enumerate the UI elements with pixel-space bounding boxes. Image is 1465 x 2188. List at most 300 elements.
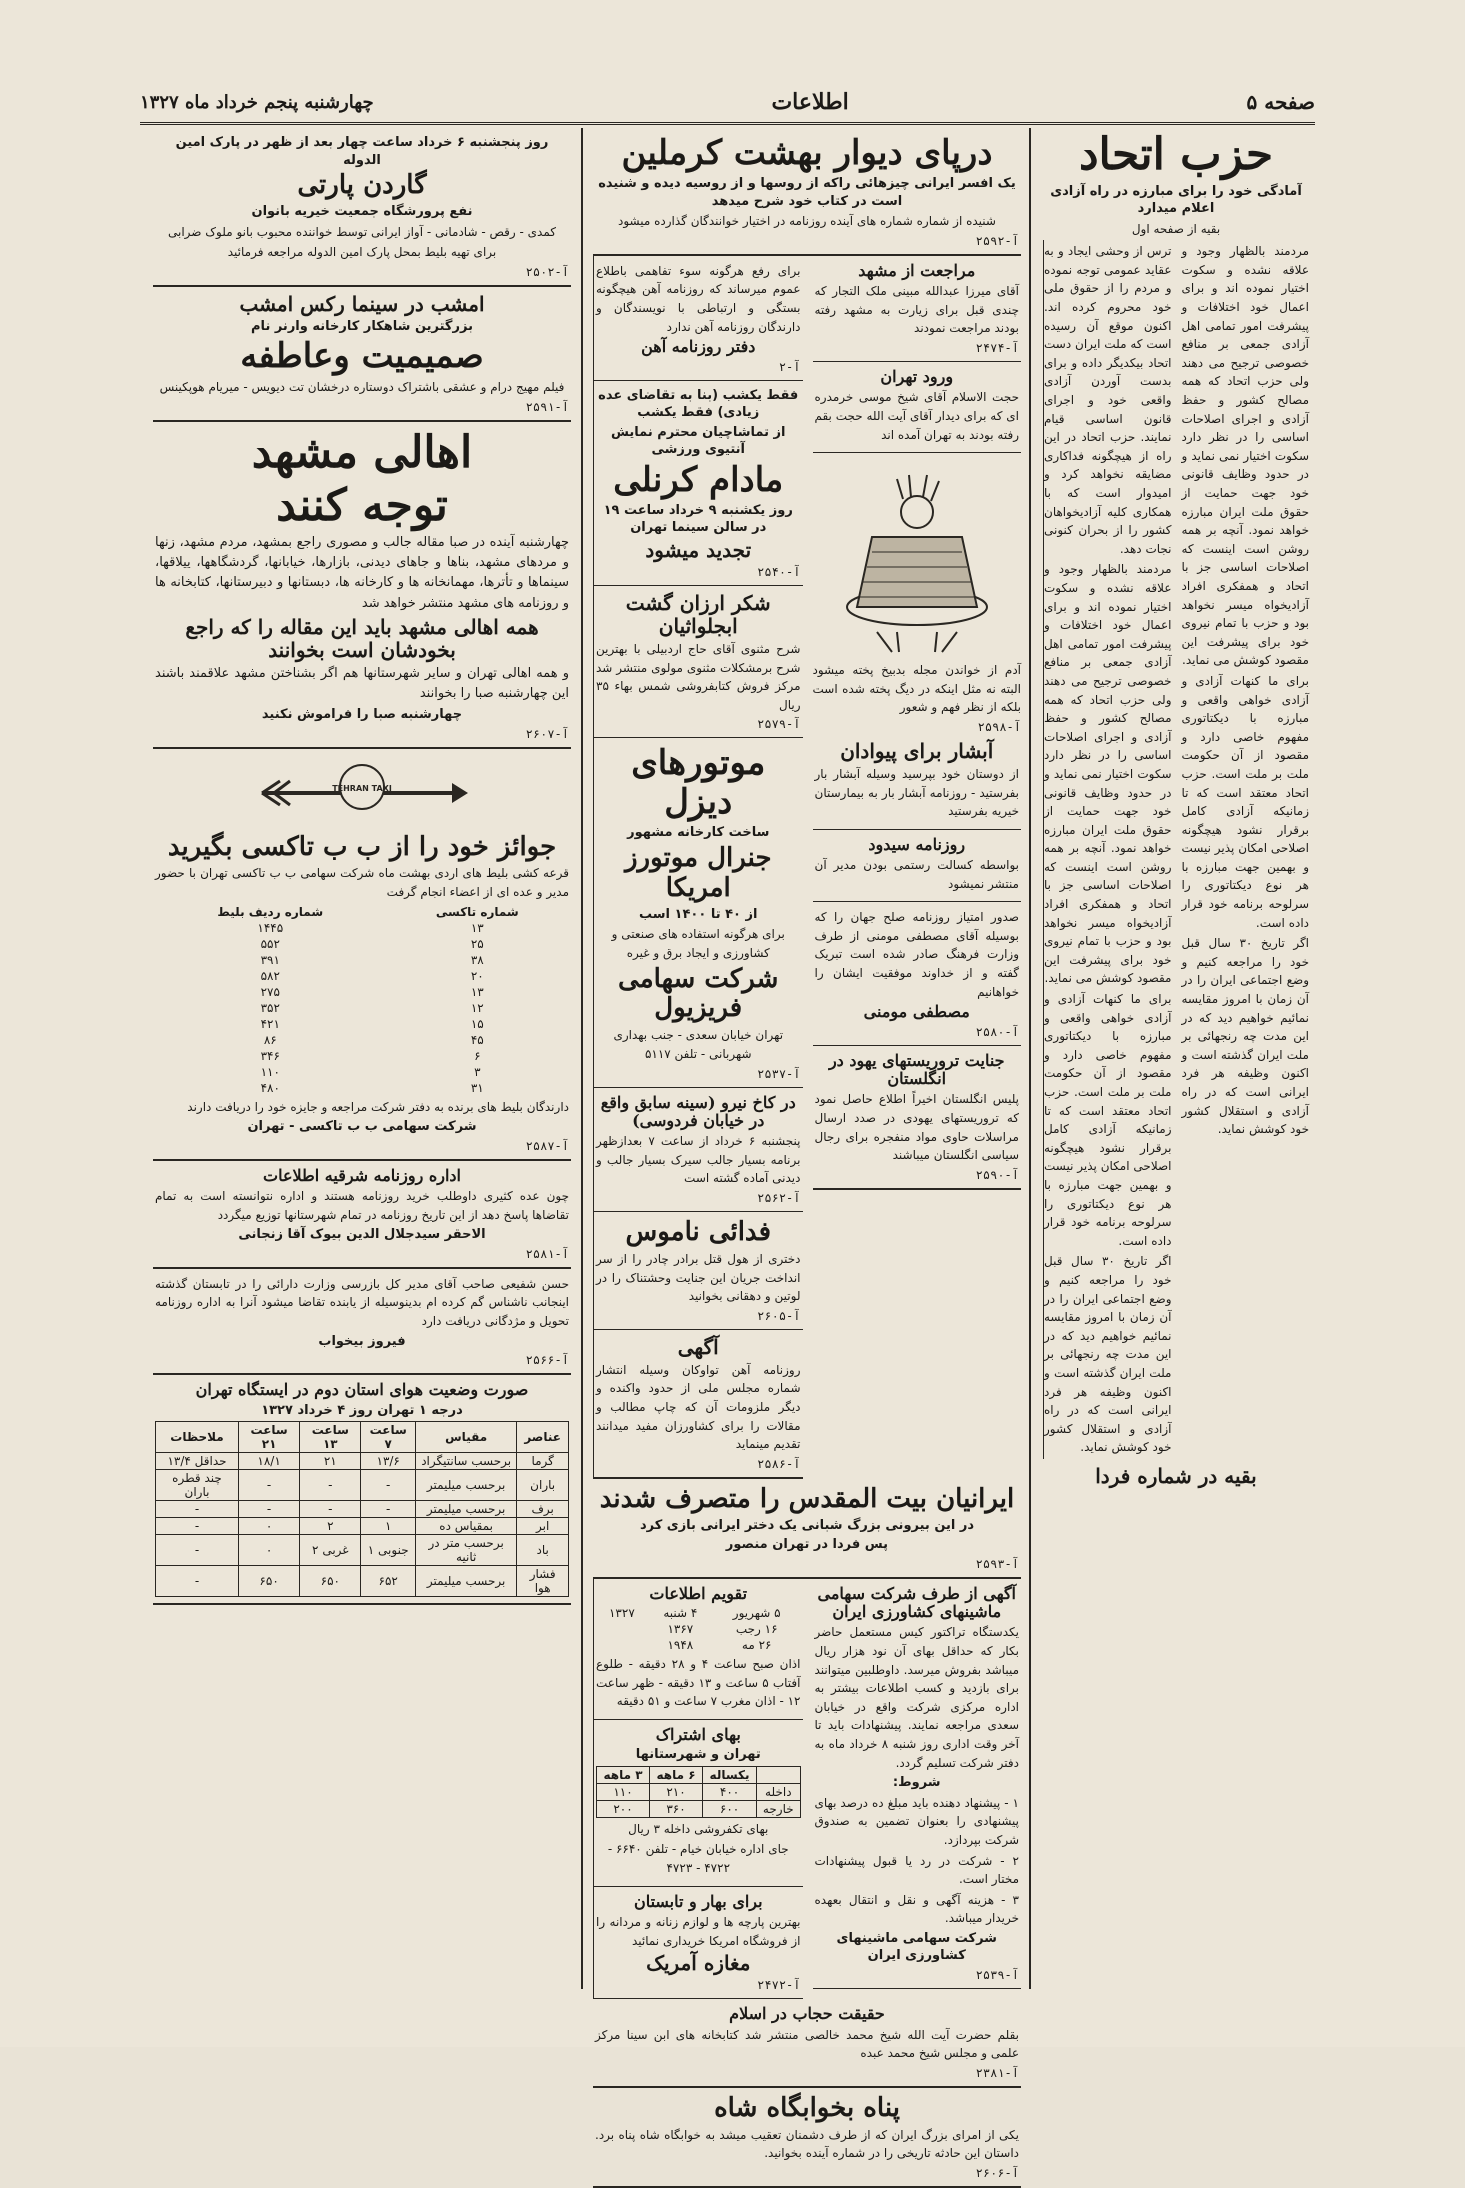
taxi-header bbox=[155, 904, 569, 920]
newspaper-name: اطلاعات bbox=[771, 89, 849, 115]
sedat-text: صدور امتیاز روزنامه صلح جهان را که بوسیله آقای مصطفی مومنی از طرف وزارت فرهنگ صادر شده است تبریک گفته و از خداوند موفقیت ایشان را خواهانیم bbox=[814, 910, 1019, 999]
shah-story bbox=[593, 2088, 1021, 2188]
agahi-ad bbox=[594, 1330, 803, 1479]
taxi-row bbox=[155, 984, 569, 1000]
lost-text: حسن شفیعی صاحب آقای مدیر کل بازرسی وزارت دارائی را در تابستان گذشته اینجانب ناشناس گم کرده ام بدینوسیله از یابنده تقاضا میشود آنرا به اداره روزنامه تحویل و مژدگانی دریافت دارد bbox=[155, 1276, 569, 1329]
cinema-ad bbox=[153, 287, 571, 422]
weather-header bbox=[156, 1422, 569, 1453]
ad-code bbox=[155, 727, 569, 741]
subscription-note: بهای تکفروشی داخله ۳ ریال bbox=[628, 1821, 769, 1836]
sub-cell: خارجه bbox=[757, 1800, 800, 1817]
sub-row bbox=[597, 1783, 801, 1800]
taxi-title: جوائز خود را از ب ب تاکسی بگیرید bbox=[167, 831, 557, 862]
party-body-2: ترس از وحشی ایجاد و به عقاید عمومی توجه نموده و مردم را از حقوق ملی خود محروم کرده اند. اکنون موقع آن رسیده است که ملت ایران دست اتحاد بیکدیگر داده و برای بدست آوردن آزادی واقعی خود و اجرای قانون اساسی قیام نمایند. حزب اتحاد در این راه از هیچگونه فداکاری مضایقه نخواهد کرد و امیدوار است که با همکاری کلیه آزادیخواهان کشور را از بحران کنونی نجات دهد. bbox=[1044, 244, 1172, 556]
agahi-title: آگهی bbox=[677, 1334, 719, 1359]
weather-header-cell: عناصر bbox=[517, 1422, 569, 1453]
weather-table bbox=[155, 1421, 569, 1597]
cal-cell: ۱۳۲۷ bbox=[608, 1606, 635, 1621]
sub-cell: ۳۶۰ bbox=[650, 1800, 703, 1817]
return-text: آقای میرزا عبدالله مبینی ملک التجار که چندی قبل برای زیارت به مشهد رفته بودند مراجعت نمودند bbox=[814, 284, 1019, 336]
hijab-title: حقیقت حجاب در اسلام bbox=[729, 2004, 885, 2024]
weather-cell: ۱ bbox=[361, 1518, 416, 1535]
taxi-cell: ۵۸۲ bbox=[260, 968, 280, 983]
sub-header bbox=[597, 1766, 801, 1783]
east-sign: الاحقر سیدجلال الدین بیوک آقا زنجانی bbox=[238, 1227, 486, 1243]
diesel-addr: تهران خیابان سعدی - جنب بهداری شهربانی - تلفن ۵۱۱۷ bbox=[613, 1028, 784, 1061]
rail-notice bbox=[594, 256, 803, 381]
ad-code-value: آ-۲۶۰۷ bbox=[525, 726, 569, 741]
taxi-row bbox=[155, 952, 569, 968]
taxi-cell: ۳ bbox=[474, 1064, 481, 1079]
ad-code bbox=[155, 265, 569, 279]
archers-title: آبشار برای پیوادان bbox=[840, 738, 994, 763]
taxi-row bbox=[155, 1048, 569, 1064]
weather-cell: ابر bbox=[517, 1518, 569, 1535]
taxi-cell: ۳۹۱ bbox=[260, 952, 280, 967]
jews-text: پلیس انگلستان اخیراً اطلاع حاصل نمود که تروریستهای یهودی در صدد ارسال مراسلات حاوی مواد منفجره برای رجال سیاسی انگلستان میباشند bbox=[814, 1092, 1019, 1163]
cinema-title: صمیمیت وعاطفه bbox=[240, 336, 484, 377]
weather-cell: غربی ۲ bbox=[300, 1535, 361, 1566]
ad-code-value: آ-۲۵۶۲ bbox=[757, 1191, 801, 1206]
middle-row-1-right bbox=[813, 256, 1022, 1479]
ad-code-value: آ-۲۵۸۰ bbox=[975, 1024, 1019, 1039]
weather-cell: ۶۵۰ bbox=[239, 1566, 300, 1597]
ad-code-value: آ-۲۳۸۱ bbox=[975, 2065, 1019, 2080]
weather-cell: فشار هوا bbox=[517, 1566, 569, 1597]
ad-code-value: آ-۲۵۳۷ bbox=[757, 1066, 801, 1081]
taxi-cell: ۱۲ bbox=[470, 1000, 484, 1015]
jerusalem-title: ایرانیان بیت المقدس را متصرف شدند bbox=[599, 1483, 1015, 1514]
saed-notice bbox=[813, 830, 1022, 903]
middle-column bbox=[589, 128, 1025, 2180]
ad-code-value: آ-۲۴۷۲ bbox=[757, 1978, 801, 1993]
return-title: مراجعت از مشهد bbox=[858, 260, 976, 280]
subscription bbox=[594, 1720, 803, 1887]
tractor-cond-2: ۲ - شرکت در رد یا قبول پیشنهادات مختار است. bbox=[814, 1853, 1019, 1887]
shah-text: یکی از امرای بزرگ ایران که از طرف دشمنان تعقیب میشد به خوابگاه شاه پناه برد. داستان این حادثه تاریخی را در شماره آینده بخوانید. bbox=[595, 2127, 1019, 2161]
taxi-cell: ۱۱۰ bbox=[260, 1064, 280, 1079]
party-title: حزب اتحاد bbox=[1078, 129, 1274, 180]
taxi-cell: ۳۵۲ bbox=[260, 1000, 280, 1015]
weather-title: صورت وضعیت هوای استان دوم در ایستگاه تهران bbox=[195, 1380, 529, 1400]
weather-cell: - bbox=[156, 1566, 239, 1597]
party-continued: بقیه از صفحه اول bbox=[1131, 221, 1221, 236]
middle-row-2 bbox=[593, 1579, 1021, 1999]
taxi-cell: ۲۷۵ bbox=[260, 984, 280, 999]
calendar-row bbox=[596, 1637, 801, 1653]
taxi-cell: ۳۴۶ bbox=[260, 1048, 280, 1063]
weather-cell: حداقل ۱۳/۴ bbox=[156, 1453, 239, 1470]
taxi-cell: ۵۵۲ bbox=[260, 936, 280, 951]
cal-cell bbox=[596, 1621, 648, 1637]
calendar-row bbox=[596, 1621, 801, 1637]
ad-code-value: آ-۲۶۰۶ bbox=[975, 2165, 1019, 2180]
agahi-text: روزنامه آهن تواوکان وسیله انتشار شماره مجلس ملی از حدود واکنده و دیگر ملزومات آن که چاپ مطالب و مقالات را برای کشاورزان مفید میدانند تقدیم مینماید bbox=[596, 1362, 801, 1452]
spring-ad bbox=[594, 1887, 803, 2000]
taxi-row bbox=[155, 1000, 569, 1016]
sub-cell: ۲۰۰ bbox=[597, 1800, 650, 1817]
taxi-company: شرکت سهامی ب ب تاکسی - تهران bbox=[247, 1119, 477, 1135]
ad-code bbox=[595, 2166, 1019, 2180]
ad-code bbox=[596, 565, 801, 579]
jerusalem-ad bbox=[593, 1479, 1021, 1579]
party-body-4: اگر تاریخ ۳۰ سال قبل خود را مراجعه کنیم و وضع اجتماعی ایران را در آن زمان با امروز مقایسه نمائیم خواهیم دید که در این مدت چه رنجهائی بر ملت ایران گذشته است و اکنون وظیفه هر فرد ایرانی است که در راه آزادی و استقلال کشور خود کوشش نماید. bbox=[1181, 936, 1309, 1137]
weather-cell: ۱۳/۶ bbox=[361, 1453, 416, 1470]
cal-cell bbox=[596, 1637, 648, 1653]
taxi-row bbox=[155, 1064, 569, 1080]
show-line-4: تجدید میشود bbox=[645, 537, 752, 562]
weather-cell: - bbox=[239, 1501, 300, 1518]
ad-code-value: آ-۲۵۹۰ bbox=[975, 1167, 1019, 1182]
tractor-title: آگهی از طرف شرکت سهامی ماشینهای کشاورزی ایران bbox=[817, 1583, 1016, 1622]
right-column bbox=[1037, 128, 1315, 1989]
weather-cell: برحسب میلیمتر bbox=[416, 1501, 517, 1518]
rail-text: برای رفع هرگونه سوء تفاهمی باطلاع عموم میرساند که روزنامه آهن هیچگونه بستگی و ارتباطی با نویسندگان و دارندگان روزنامه آهن ندارد bbox=[596, 263, 801, 334]
hijab-ad bbox=[593, 1999, 1021, 2088]
taxi-cell: ۱۳ bbox=[470, 984, 484, 999]
garden-foot: برای تهیه بلیط بمحل پارک امین الدوله مراجعه فرمائید bbox=[227, 245, 497, 260]
tractor-text: یکدستگاه تراکتور کیس مستعمل حاضر بکار که حداقل بهای آن نود هزار ریال میباشد بفروش میرسد. داوطلبین میتوانند برای بازدید و کسب اطلاعات بیشتر به اداره مرکزی شرکت واقع در خیابان سعدی مراجعه نمایند. پیشنهادات باید تا آخر وقت اداری روز شنبه ۸ خرداد ماه به دفتر شرکت تسلیم گردد. bbox=[814, 1625, 1019, 1770]
weather-report bbox=[153, 1375, 571, 1605]
return-notice bbox=[813, 256, 1022, 362]
show-line-2: از تماشاچیان محترم نمایش آنتیوی ورزشی bbox=[611, 424, 786, 458]
tractor-cond-1: ۱ - پیشنهاد دهنده باید مبلغ ده درصد بهای پیشنهادی را بعنوان تضمین به صندوق شرکت بپردازد. bbox=[814, 1795, 1019, 1847]
sub-row bbox=[597, 1800, 801, 1817]
ad-code-value: آ-۲۴۷۴ bbox=[975, 340, 1019, 355]
sub-cell: ۳ ماهه bbox=[597, 1766, 650, 1783]
weather-cell: - bbox=[300, 1470, 361, 1501]
diesel-company: شرکت سهامی فریزیول bbox=[618, 963, 779, 1024]
ad-code-value: آ-۲ bbox=[778, 359, 801, 374]
weather-cell: ۰ bbox=[239, 1535, 300, 1566]
cal-cell: ۱۹۴۸ bbox=[667, 1638, 694, 1653]
taxi-text: قرعه کشی بلیط های اردی بهشت ماه شرکت سهامی ب ب تاکسی تهران با حضور مدیر و عده ای از اعضاء انجام گرفت bbox=[155, 866, 569, 900]
cal-cell: ۴ شنبه bbox=[663, 1606, 698, 1621]
tractor-column bbox=[813, 1579, 1022, 1999]
hijab-text: بقلم حضرت آیت الله شیخ محمد خالصی منتشر شد کتابخانه های ابن سینا مرکز علمی و مجلس شیخ محمد عبده bbox=[595, 2027, 1019, 2061]
weather-row bbox=[156, 1535, 569, 1566]
jews-news bbox=[813, 1046, 1022, 1190]
cal-cell: ۲۶ مه bbox=[741, 1638, 772, 1653]
ad-code bbox=[595, 1557, 1019, 1571]
weather-cell: ۱۸/۱ bbox=[239, 1453, 300, 1470]
taxi-cell: ۱۳ bbox=[470, 920, 484, 935]
ad-code bbox=[595, 234, 1019, 248]
taxi-row bbox=[155, 968, 569, 984]
taxi-cell: ۳۱ bbox=[470, 1080, 484, 1095]
cartoon-caption: آدم از خواندن مجله بدبیخ پخته میشود البته نه مثل اینکه در دیگ پخته شده است بلکه از نظر فهم و شعور bbox=[812, 663, 1021, 715]
weather-cell: جنوبی ۱ bbox=[361, 1535, 416, 1566]
arrival-text: حجت الاسلام آقای شیخ موسی خرمدره ای که برای دیدار آقای آیت الله حجت بقم رفته بودند به تهران آمده اند bbox=[814, 390, 1019, 442]
taxi-prize-ad bbox=[153, 827, 571, 1161]
calendar-times: اذان صبح ساعت ۴ و ۲۸ دقیقه - طلوع آفتاب ۵ ساعت و ۱۳ دقیقه - ظهر ساعت ۱۲ - اذان مغرب ۷ ساعت و ۵۱ دقیقه bbox=[596, 1657, 801, 1709]
calendar bbox=[594, 1579, 803, 1720]
namoos-ad bbox=[594, 1212, 803, 1330]
calendar-title: تقویم اطلاعات bbox=[649, 1583, 748, 1603]
ad-code bbox=[815, 341, 1020, 355]
party-col-left bbox=[1043, 240, 1176, 1459]
cinema-text: فیلم مهیج درام و عشقی باشتراک دوستاره درخشان تت دیویس - میریام هوپکینس bbox=[159, 380, 565, 395]
weather-header-cell: ساعت ۲۱ bbox=[239, 1422, 300, 1453]
weather-cell: - bbox=[156, 1501, 239, 1518]
diesel-range: از ۴۰ تا ۱۴۰۰ اسب bbox=[639, 906, 758, 922]
ad-code bbox=[596, 1457, 801, 1471]
circus-title: در کاخ نیرو (سینه سابق واقع در خیابان فردوسی) bbox=[600, 1092, 796, 1130]
circus-ad bbox=[594, 1088, 803, 1213]
diesel-ad bbox=[594, 738, 803, 1087]
sub-cell: داخله bbox=[757, 1783, 800, 1800]
garden-text: کمدی - رقص - شادمانی - آواز ایرانی توسط خواننده محبوب بانو ملوک ضرابی bbox=[168, 224, 556, 239]
subscription-addr: جای اداره خیابان خیام - تلفن ۶۶۴۰ - ۴۷۲۲ - ۴۷۲۳ bbox=[607, 1842, 789, 1875]
subscription-sub: تهران و شهرستانها bbox=[635, 1747, 761, 1763]
diesel-use: برای هرگونه استفاده های صنعتی و کشاورزی و ایجاد برق و غیره bbox=[611, 927, 785, 960]
east-title: اداره روزنامه شرقیه اطلاعات bbox=[263, 1165, 461, 1185]
weather-cell: برحسب سانتیگراد bbox=[416, 1453, 517, 1470]
weather-cell: ۶۵۰ bbox=[300, 1566, 361, 1597]
garden-party-ad bbox=[153, 128, 571, 287]
weather-cell: برف bbox=[517, 1501, 569, 1518]
sub-cell: ۶ ماهه bbox=[650, 1766, 703, 1783]
ad-code-value: آ-۲۵۹۳ bbox=[975, 1556, 1019, 1571]
ad-code bbox=[596, 717, 801, 731]
mashhad-strong: همه اهالی مشهد باید این مقاله را که راجع بخودشان است بخوانند bbox=[185, 614, 539, 662]
taxi-cell: ۸۶ bbox=[263, 1032, 277, 1047]
weather-cell: ۶۵۲ bbox=[361, 1566, 416, 1597]
taxi-row bbox=[155, 1016, 569, 1032]
shah-title: پناه بخوابگاه شاه bbox=[714, 2092, 900, 2123]
cinema-sub: بزرگترین شاهکار کارخانه وارنر نام bbox=[251, 318, 473, 334]
weather-cell: ۲۱ bbox=[300, 1453, 361, 1470]
thanks-title: شکر ارزان گشت ابجلواثیان bbox=[625, 590, 771, 638]
taxi-foot: دارندگان بلیط های برنده به دفتر شرکت مراجعه و جایزه خود را دریافت دارند bbox=[187, 1099, 569, 1114]
tractor-conditions: شروط: bbox=[892, 1775, 941, 1791]
ad-code bbox=[813, 720, 1022, 734]
middle-row-1-left bbox=[593, 256, 807, 1479]
ad-code bbox=[155, 1139, 569, 1153]
ad-code bbox=[596, 1191, 801, 1205]
sub-cell: یکساله bbox=[703, 1766, 757, 1783]
ad-code bbox=[155, 1247, 569, 1261]
cal-cell: ۱۳۶۷ bbox=[667, 1622, 694, 1637]
left-column bbox=[147, 128, 577, 1989]
taxi-header-cell: شماره تاکسی bbox=[435, 904, 519, 919]
weather-cell: - bbox=[156, 1535, 239, 1566]
sub-cell bbox=[757, 1766, 800, 1783]
party-body: مردمند بالظهار وجود و علاقه نشده و سکوت اختیار نموده اند و برای اعمال خود اختلافات و پیشرفت امور تمامی اهل آزادی جمعی بر منافع خصوصی ترجیح می دهند ولی حزب اتحاد که همه مصالح کشور و حفظ آزادی و اجرای اصلاحات اساسی را در نظر دارد سکوت اختیار نمی نماید و در حدود وظایف قانونی خود جهت حمایت از حقوق ملت ایران مبارزه خواهد نمود. آنچه بر همه روشن است اینست که اصلاحات اساسی جز با اتحاد و همفکری افراد آزادیخواه میسر نخواهد بود و حزب با تمام نیروی خود برای پیشرفت این مقصود کوشش می نماید. bbox=[1181, 244, 1309, 668]
page-number: صفحه ۵ bbox=[1246, 90, 1315, 114]
taxi-cell: ۴۸۰ bbox=[260, 1080, 280, 1095]
weather-header-cell: ساعت ۷ bbox=[361, 1422, 416, 1453]
weather-cell: باد bbox=[517, 1535, 569, 1566]
info-column bbox=[593, 1579, 807, 1999]
taxi-prize-table bbox=[155, 904, 569, 1096]
heaven-ad bbox=[593, 128, 1021, 256]
jerusalem-sub: در این بیرونی بزرگ شبانی یک دختر ایرانی بازی کرد bbox=[639, 1517, 975, 1533]
sub-cell: ۶۰۰ bbox=[703, 1800, 757, 1817]
party-ending: بقیه در شماره فردا bbox=[1095, 1463, 1257, 1488]
saed-title: روزنامه سیدود bbox=[868, 834, 966, 854]
taxi-cell: ۱۴۴۵ bbox=[257, 920, 284, 935]
tractor-cond-3: ۳ - هزینه آگهی و نقل و انتقال بعهده خریدار میباشد. bbox=[814, 1892, 1019, 1926]
weather-header-cell: مقیاس bbox=[416, 1422, 517, 1453]
tractor-ad bbox=[813, 1579, 1022, 1989]
party-columns bbox=[1043, 240, 1309, 1459]
mashhad-foot: چهارشنبه صبا را فراموش نکنید bbox=[261, 706, 463, 722]
weather-cell: - bbox=[361, 1470, 416, 1501]
spring-title: برای بهار و تابستان bbox=[633, 1891, 763, 1911]
weather-cell: ۲ bbox=[300, 1518, 361, 1535]
archers-text: از دوستان خود بپرسید وسیله آبشار بار بفرستید - روزنامه آبشار بار به بیمارستان خیریه بفرستید bbox=[814, 766, 1019, 819]
diesel-maker: ساخت کارخانه مشهور bbox=[627, 825, 770, 841]
garden-title: گاردن پارتی bbox=[297, 170, 427, 201]
show-name: مادام کرنلی bbox=[613, 459, 784, 500]
subscription-table bbox=[596, 1766, 801, 1818]
taxi-cell: ۲۵ bbox=[470, 936, 484, 951]
taxi-row bbox=[155, 1080, 569, 1096]
party-body-4b: اگر تاریخ ۳۰ سال قبل خود را مراجعه کنیم و وضع اجتماعی ایران را در آن زمان با امروز مقایسه نمائیم خواهیم دید که در این مدت چه رنجهائی بر ملت ایران گذشته است و اکنون وظیفه هر فرد ایرانی است که در راه آزادی و استقلال کشور خود کوشش نماید. bbox=[1044, 1254, 1172, 1455]
weather-cell: - bbox=[239, 1470, 300, 1501]
cinema-top: امشب در سینما رکس امشب bbox=[239, 291, 485, 316]
archers-ad bbox=[813, 734, 1022, 830]
weather-row bbox=[156, 1566, 569, 1597]
taxi-header-cell: شماره ردیف بلیط bbox=[217, 904, 324, 919]
jews-title: جنایت تروریستهای یهود در انگلستان bbox=[828, 1050, 1005, 1089]
weather-row bbox=[156, 1453, 569, 1470]
ad-code-value: آ-۲۵۹۱ bbox=[525, 399, 569, 414]
subscription-title: بهای اشتراک bbox=[655, 1724, 741, 1744]
weather-header-cell: ساعت ۱۳ bbox=[300, 1422, 361, 1453]
namoos-text: دختری از هول قتل برادر چادر را از سر انداخت جریان این جنایت وحشتناک را در لوتین و دهقانی بخوانید bbox=[596, 1251, 801, 1304]
ad-code bbox=[595, 2066, 1019, 2080]
weather-cell: برحسب میلیمتر bbox=[416, 1470, 517, 1501]
spring-text: بهترین پارچه ها و لوازم زنانه و مردانه را از فروشگاه امریکا خریداری نمائید bbox=[596, 1914, 801, 1948]
ad-code-value: آ-۲۵۸۶ bbox=[757, 1456, 801, 1471]
ad-code bbox=[596, 1309, 801, 1323]
thanks-text: شرح مثنوی آقای حاج اردبیلی با بهترین شرح برمشکلات مثنوی مولوی منتشر شد مرکز فروش کتابفروشی شمس بهاء ۳۵ ریال bbox=[596, 641, 801, 712]
weather-row bbox=[156, 1470, 569, 1501]
circus-text: پنجشنبه ۶ خرداد از ساعت ۷ بعدازظهر برنامه بسیار جالب سیرک بسیار جالب و دیدنی آماده گشته است bbox=[596, 1134, 801, 1186]
show-line-1: فقط یکشب (بنا به تقاضای عده زیادی) فقط یکشب bbox=[598, 387, 799, 421]
ad-code bbox=[155, 400, 569, 414]
ad-code bbox=[815, 1968, 1020, 1982]
thanks-ad bbox=[594, 586, 803, 738]
diesel-title: موتورهای دیزل bbox=[631, 743, 766, 823]
ad-code-value: آ-۲۵۹۲ bbox=[975, 233, 1019, 248]
tractor-company: شرکت سهامی ماشینهای کشاورزی ایران bbox=[836, 1930, 997, 1964]
taxi-row bbox=[155, 1032, 569, 1048]
heaven-title: درپای دیوار بهشت کرملین bbox=[621, 133, 993, 173]
cal-cell: ۱۶ رجب bbox=[735, 1622, 778, 1637]
party-col-right bbox=[1182, 240, 1310, 1459]
ad-code-value: آ-۲۵۴۰ bbox=[757, 564, 801, 579]
weather-cell: چند قطره باران bbox=[156, 1470, 239, 1501]
emblem-text: TEHRAN TAXI bbox=[332, 783, 392, 793]
saed-text: بواسطه کسالت رستمی بودن مدیر آن منتشر نمیشود bbox=[814, 858, 1019, 891]
middle-row-1 bbox=[593, 256, 1021, 1479]
sedat-name: مصطفی مومنی bbox=[863, 1002, 970, 1022]
heaven-sub: یک افسر ایرانی چیزهائی راکه از روسها و از روسیه دیده و شنیده است در کتاب خود شرح میدهد bbox=[598, 176, 1016, 209]
weather-row bbox=[156, 1501, 569, 1518]
ad-code-value: آ-۲۵۶۶ bbox=[525, 1353, 569, 1368]
ad-code bbox=[815, 1025, 1020, 1039]
sub-cell: ۴۰۰ bbox=[703, 1783, 757, 1800]
namoos-title: فدائی ناموس bbox=[625, 1217, 771, 1248]
taxi-cell: ۴۲۱ bbox=[260, 1016, 280, 1031]
lost-notice bbox=[153, 1269, 571, 1375]
ad-code bbox=[815, 1168, 1020, 1182]
show-ad bbox=[594, 381, 803, 586]
calendar-table bbox=[596, 1605, 801, 1653]
diesel-brand: جنرال موتورز امریکا bbox=[624, 843, 772, 903]
taxi-cell: ۴۵ bbox=[470, 1032, 484, 1047]
ad-code-value: آ-۲۵۰۲ bbox=[525, 264, 569, 279]
weather-sub: درجه ۱ تهران روز ۴ خرداد ۱۳۲۷ bbox=[261, 1402, 463, 1418]
weather-cell: برحسب متر در ثانیه bbox=[416, 1535, 517, 1566]
arrival-notice bbox=[813, 362, 1022, 453]
show-line-3: روز یکشنبه ۹ خرداد ساعت ۱۹ در سالن سینما تهران bbox=[603, 502, 793, 536]
issue-date: چهارشنبه پنجم خرداد ماه ۱۳۲۷ bbox=[140, 91, 374, 113]
ad-code bbox=[155, 1353, 569, 1367]
sub-cell: ۱۱۰ bbox=[597, 1783, 650, 1800]
weather-header-cell: ملاحظات bbox=[156, 1422, 239, 1453]
garden-sub: نفع پرورشگاه جمعیت خیریه بانوان bbox=[251, 203, 473, 219]
mashhad-ad bbox=[153, 422, 571, 749]
column-rule bbox=[1029, 128, 1031, 1989]
lost-sign: فیروز بیخواب bbox=[318, 1333, 406, 1349]
ad-code bbox=[596, 1978, 801, 1992]
ad-code-value: آ-۲۵۷۹ bbox=[757, 717, 801, 732]
taxi-cell: ۳۸ bbox=[470, 952, 484, 967]
heaven-text: شنیده از شماره شماره های آینده روزنامه در اختیار خوانندگان گذارده میشود bbox=[618, 214, 996, 229]
ad-code-value: آ-۲۵۹۸ bbox=[977, 719, 1021, 734]
weather-cell: - bbox=[361, 1501, 416, 1518]
ad-code-value: آ-۲۶۰۵ bbox=[757, 1308, 801, 1323]
taxi-cell: ۱۵ bbox=[470, 1016, 484, 1031]
mashhad-title-1: اهالی مشهد bbox=[251, 426, 473, 478]
weather-cell: بمقیاس ده bbox=[416, 1518, 517, 1535]
arrival-title: ورود تهران bbox=[880, 366, 954, 386]
calendar-row bbox=[596, 1605, 801, 1621]
weather-cell: برحسب میلیمتر bbox=[416, 1566, 517, 1597]
taxi-cell: ۲۰ bbox=[470, 968, 484, 983]
ad-code bbox=[596, 360, 801, 374]
ad-code-value: آ-۲۵۳۹ bbox=[975, 1968, 1019, 1983]
cooking-pot-cartoon bbox=[837, 457, 997, 657]
weather-cell: گرما bbox=[517, 1453, 569, 1470]
taxi-arrow-emblem bbox=[252, 753, 472, 823]
taxi-row bbox=[155, 936, 569, 952]
party-body-3b: برای ما کنهات آزادی و آزادی خواهی واقعی و مبارزه با دیکتاتوری مفهوم خاصی دارد و مقصود از آن حکومت ملت بر ملت است. حزب اتحاد معتقد است که تا زمانیکه آزادی کامل برقرار نشود هیچگونه اصلاحی امکان پذیر نیست و بهمین جهت مبارزه با هر نوع دیکتاتوری را سرلوحه برنامه خود قرار داده است. bbox=[1044, 992, 1172, 1248]
party-body-1b: مردمند بالظهار وجود و علاقه نشده و سکوت اختیار نموده اند و برای اعمال خود اختلافات و پیشرفت امور تمامی اهل آزادی جمعی بر منافع خصوصی ترجیح می دهند ولی حزب اتحاد که همه مصالح کشور و حفظ آزادی و اجرای اصلاحات اساسی را در نظر دارد سکوت اختیار نمی نماید و در حدود وظایف قانونی خود جهت حمایت از حقوق ملت ایران مبارزه خواهد نمود. آنچه بر همه روشن است اینست که اصلاحات اساسی جز با اتحاد و همفکری افراد آزادیخواه میسر نخواهد بود و حزب با تمام نیروی خود برای پیشرفت این مقصود کوشش می نماید. bbox=[1044, 562, 1172, 986]
mashhad-text-2: و همه اهالی تهران و سایر شهرستانها هم اگر بشناختن مشهد علاقمند باشند این چهارشنبه صبا را بخوانند bbox=[155, 665, 569, 701]
garden-top: روز پنجشنبه ۶ خرداد ساعت چهار بعد از ظهر در پارک امین الدوله bbox=[175, 135, 549, 168]
masthead bbox=[140, 82, 1315, 125]
party-subtitle: آمادگی خود را برای مبارزه در راه آزادی اعلام میدارد bbox=[1050, 183, 1302, 217]
weather-cell: باران bbox=[517, 1470, 569, 1501]
taxi-row bbox=[155, 920, 569, 936]
weather-cell: - bbox=[156, 1518, 239, 1535]
sedat-notice bbox=[813, 902, 1022, 1045]
party-body-3: برای ما کنهات آزادی و آزادی خواهی واقعی و مبارزه با دیکتاتوری مفهوم خاصی دارد و مقصود از آن حکومت ملت بر ملت است. حزب اتحاد معتقد است که تا زمانیکه آزادی کامل برقرار نشود هیچگونه اصلاحی امکان پذیر نیست و بهمین جهت مبارزه با هر نوع دیکتاتوری را سرلوحه برنامه خود قرار داده است. bbox=[1181, 673, 1309, 930]
spring-shop: مغازه آمریک bbox=[646, 1951, 751, 1976]
ad-code bbox=[596, 1067, 801, 1081]
jerusalem-sub-2: پس فردا در تهران منصور bbox=[725, 1537, 889, 1553]
sub-cell: ۲۱۰ bbox=[650, 1783, 703, 1800]
mashhad-text: چهارشنبه آینده در صبا مقاله جالب و مصوری راجع بمشهد، مردم مشهد، زنها و مردهای مشهد، بناها و جاهای دیدنی، بازارها، خیابانها، گردشگاهها، ییلاقها، سینماها و تأترها، مهمانخانه ها و کارخانه ها، دبستانها و دبیرستانها، کتابخانه ها و روزنامه های مشهد منتشر خواهد شد bbox=[155, 535, 569, 611]
cal-cell: ۵ شهریور bbox=[732, 1606, 781, 1621]
weather-cell: ۰ bbox=[239, 1518, 300, 1535]
ad-code-value: آ-۲۵۸۱ bbox=[525, 1246, 569, 1261]
